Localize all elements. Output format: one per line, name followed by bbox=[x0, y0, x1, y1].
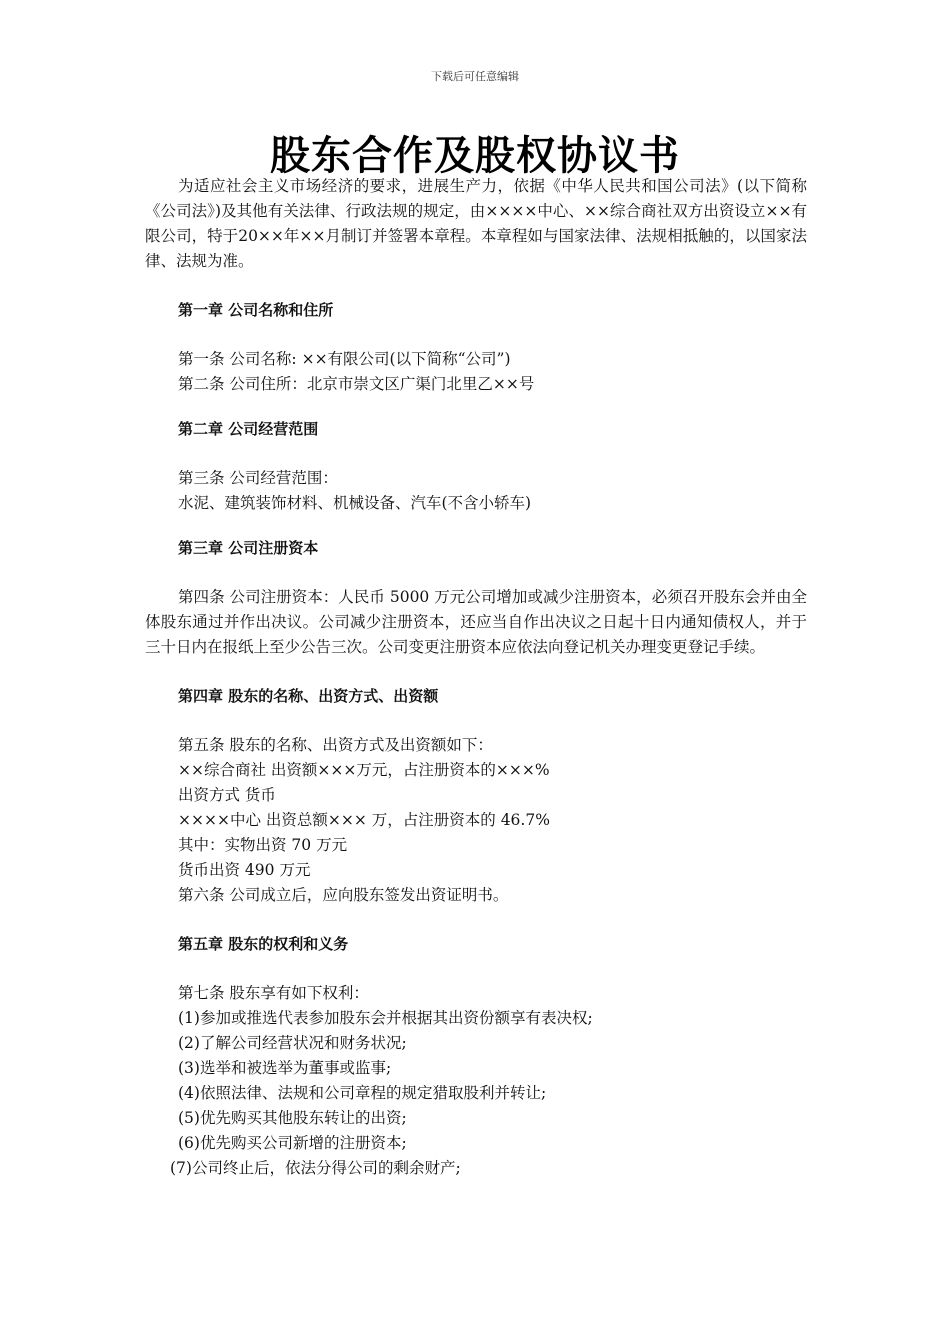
chapter-4-heading: 第四章 股东的名称、出资方式、出资额 bbox=[178, 687, 439, 705]
right-item-3: (3)选举和被选举为董事或监事; bbox=[178, 1059, 392, 1077]
document-title: 股东合作及股权协议书 bbox=[270, 132, 680, 179]
in-kind-contribution: 其中：实物出资 70 万元 bbox=[178, 836, 348, 854]
article-4-paragraph: 第四条 公司注册资本：人民币 5000 万元公司增加或减少注册资本，必须召开股东会并由全体股东通过并作出决议。公司减少注册资本，还应当自作出决议之日起十日内通知债权人，并于三十日内在报纸上至少公告三次。公司变更注册资本应依法向登记机关办理变更登记手续。 bbox=[145, 588, 807, 656]
header-note: 下载后可任意编辑 bbox=[431, 70, 519, 83]
chapter-5-heading: 第五章 股东的权利和义务 bbox=[178, 935, 349, 953]
contribution-method: 出资方式 货币 bbox=[178, 786, 276, 804]
cash-contribution: 货币出资 490 万元 bbox=[178, 861, 311, 879]
chapter-3-heading: 第三章 公司注册资本 bbox=[178, 539, 319, 557]
right-item-6: (6)优先购买公司新增的注册资本; bbox=[178, 1134, 407, 1152]
article-5: 第五条 股东的名称、出资方式及出资额如下： bbox=[178, 736, 493, 754]
intro-paragraph: 为适应社会主义市场经济的要求，进展生产力，依据《中华人民共和国公司法》(以下简称《公司法》)及其他有关法律、行政法规的规定，由××××中心、××综合商社双方出资设立××有限公司，特于20××年××月制订并签署本章程。本章程如与国家法律、法规相抵触的，以国家法律、法规为准。 bbox=[145, 177, 807, 270]
article-6: 第六条 公司成立后，应向股东签发出资证明书。 bbox=[178, 886, 509, 904]
right-item-1: (1)参加或推选代表参加股东会并根据其出资份额享有表决权; bbox=[178, 1009, 593, 1027]
right-item-7: (7)公司终止后，依法分得公司的剩余财产; bbox=[170, 1159, 461, 1177]
shareholder-2-contribution: ××××中心 出资总额××× 万，占注册资本的 46.7% bbox=[178, 811, 550, 829]
document-body bbox=[145, 174, 807, 1181]
right-item-4: (4)依照法律、法规和公司章程的规定猎取股利并转让; bbox=[178, 1084, 547, 1102]
article-3-scope: 水泥、建筑装饰材料、机械设备、汽车(不含小轿车) bbox=[178, 494, 532, 512]
article-7: 第七条 股东享有如下权利： bbox=[178, 984, 369, 1002]
article-2: 第二条 公司住所：北京市崇文区广渠门北里乙××号 bbox=[178, 375, 535, 393]
article-1: 第一条 公司名称: ××有限公司(以下简称“公司”) bbox=[178, 350, 511, 368]
shareholder-1-contribution: ××综合商社 出资额×××万元，占注册资本的×××% bbox=[178, 761, 550, 779]
right-item-5: (5)优先购买其他股东转让的出资; bbox=[178, 1109, 407, 1127]
right-item-2: (2)了解公司经营状况和财务状况; bbox=[178, 1034, 407, 1052]
chapter-2-heading: 第二章 公司经营范围 bbox=[178, 420, 319, 438]
chapter-1-heading: 第一章 公司名称和住所 bbox=[178, 301, 334, 319]
article-3: 第三条 公司经营范围： bbox=[178, 469, 338, 487]
